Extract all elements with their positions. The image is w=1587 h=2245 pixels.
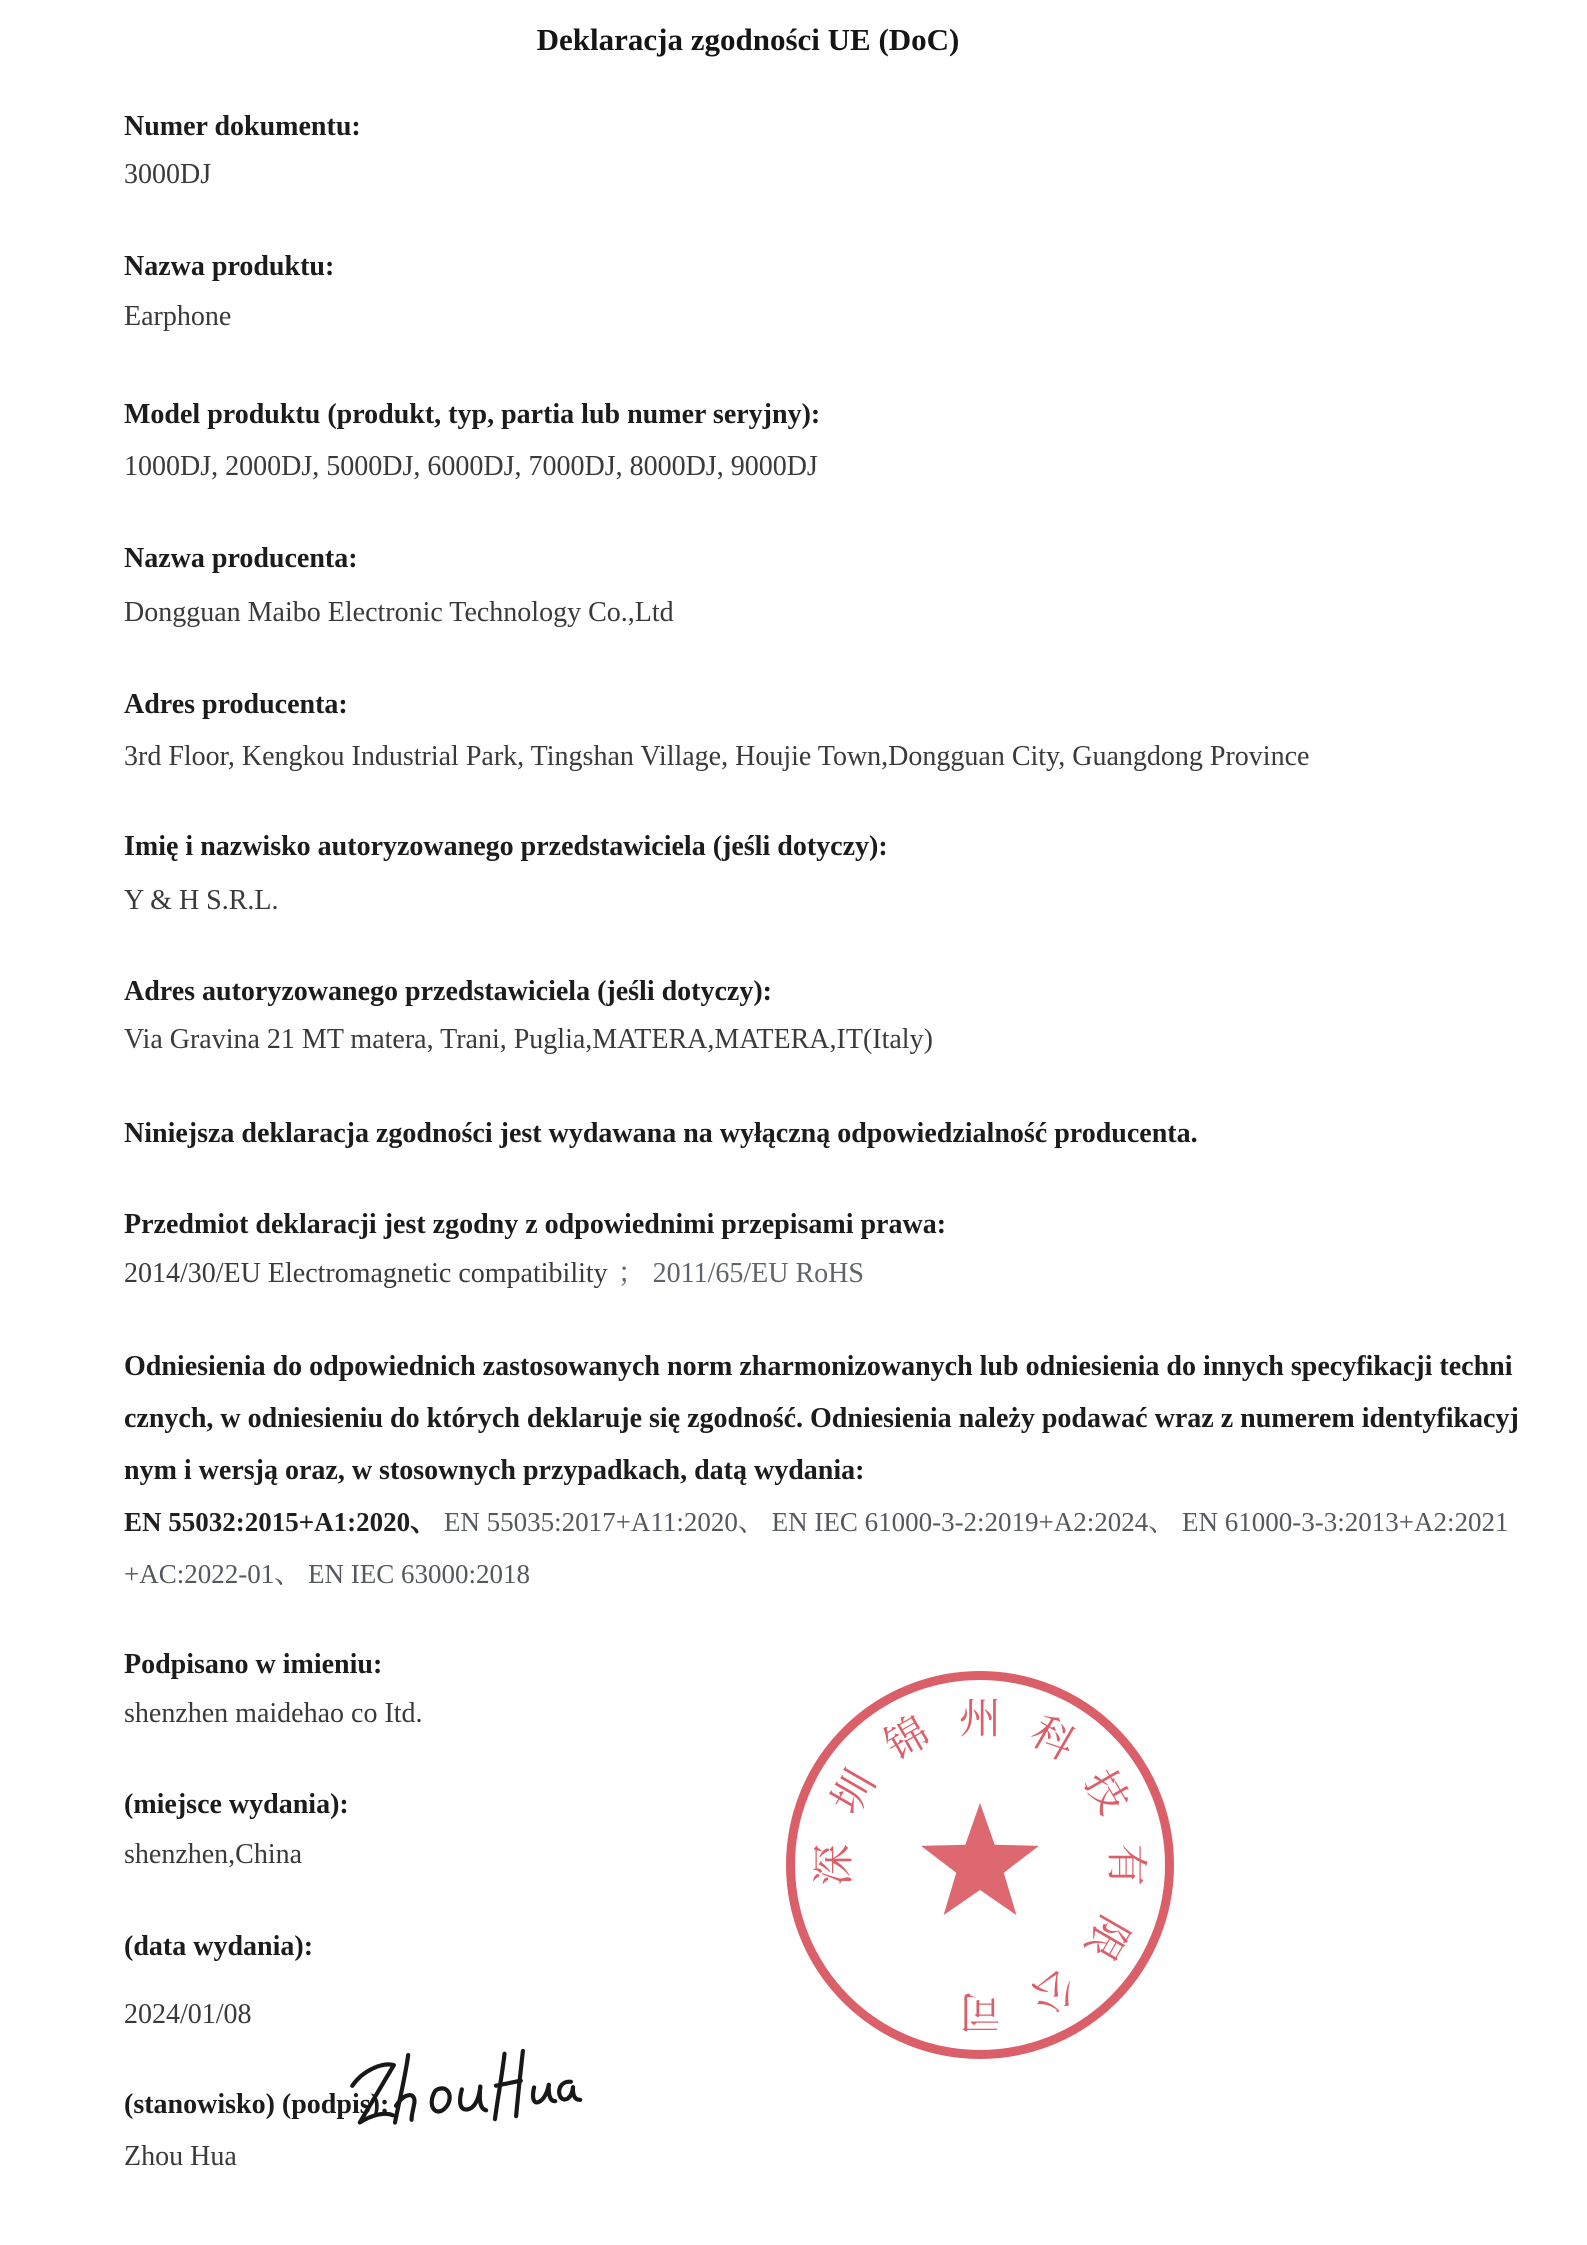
field-label-product-name: Nazwa produktu:	[124, 251, 335, 282]
star-icon	[909, 1799, 1051, 1931]
field-value-manufacturer-address: 3rd Floor, Kengkou Industrial Park, Tingshan Village, Houjie Town,Dongguan City, Guangdong Province	[124, 741, 1310, 772]
field-label-manufacturer-address: Adres producenta:	[124, 689, 348, 720]
field-value-product-name: Earphone	[124, 301, 232, 332]
signature	[335, 2032, 590, 2155]
standards-label: Odniesienia do odpowiednich zastosowanych norm zharmonizowanych lub odniesienia do innych specyfikacji technicznych, w odniesieniu do których deklaruje się zgodność. Odniesienia należy podawać wraz z numerem identyfikacyjnym i wersją oraz, w stosownych przypadkach, datą wydania:	[124, 1351, 1519, 1486]
field-value-product-model: 1000DJ, 2000DJ, 5000DJ, 6000DJ, 7000DJ, 8000DJ, 9000DJ	[124, 451, 818, 482]
stamp-char: 深	[809, 1844, 858, 1887]
company-stamp	[786, 1671, 1174, 2059]
field-label-document-number: Numer dokumentu:	[124, 111, 361, 142]
position-signature-label: (stanowisko) (podpis):	[124, 2089, 390, 2120]
field-label-product-model: Model produktu (produkt, typ, partia lub numer seryjny):	[124, 399, 821, 430]
stamp-char: 科	[1022, 1706, 1084, 1770]
legislation-label: Przedmiot deklaracji jest zgodny z odpowiednimi przepisami prawa:	[124, 1209, 947, 1240]
field-label-manufacturer-name: Nazwa producenta:	[124, 543, 358, 574]
stamp-char: 技	[1075, 1761, 1139, 1823]
standards-other-items: EN 55035:2017+A11:2020、 EN IEC 61000-3-2:2019+A2:2024、 EN 61000-3-3:2013+A2:2021+AC:2022-01、 EN IEC 63000:2018	[124, 1507, 1509, 1589]
stamp-char: 公	[1022, 1960, 1084, 2024]
date-of-issue-value: 2024/01/08	[124, 1999, 252, 2030]
stamp-char: 限	[1075, 1907, 1139, 1969]
stamp-char: 有	[1102, 1843, 1151, 1886]
stamp-char: 锦	[876, 1706, 938, 1770]
field-label-representative-address: Adres autoryzowanego przedstawiciela (jeśli dotyczy):	[124, 976, 773, 1007]
legislation-value	[124, 1257, 864, 1291]
stamp-char: 司	[959, 1987, 1002, 2036]
standards-value	[124, 1496, 1522, 1600]
responsibility-statement: Niniejsza deklaracja zgodności jest wydawana na wyłączną odpowiedzialność producenta.	[124, 1118, 1198, 1149]
position-signature-value: Zhou Hua	[124, 2141, 237, 2172]
legislation-primary: 2014/30/EU Electromagnetic compatibility	[124, 1258, 608, 1289]
field-value-representative-name: Y & H S.R.L.	[124, 885, 279, 916]
place-of-issue-value: shenzhen,China	[124, 1839, 303, 1870]
field-value-manufacturer-name: Dongguan Maibo Electronic Technology Co.,Ltd	[124, 597, 674, 628]
field-label-representative-name: Imię i nazwisko autoryzowanego przedstawiciela (jeśli dotyczy):	[124, 831, 888, 862]
stamp-char: 州	[958, 1694, 1001, 1743]
stamp-char: 圳	[821, 1761, 885, 1823]
place-of-issue-label: (miejsce wydania):	[124, 1789, 349, 1820]
field-value-document-number: 3000DJ	[124, 159, 212, 190]
standards-first-item: EN 55032:2015+A1:2020、	[124, 1507, 438, 1537]
date-of-issue-label: (data wydania):	[124, 1931, 314, 1962]
signed-on-behalf-value: shenzhen maidehao co Itd.	[124, 1698, 423, 1729]
signed-on-behalf-label: Podpisano w imieniu:	[124, 1649, 383, 1680]
field-value-representative-address: Via Gravina 21 MT matera, Trani, Puglia,MATERA,MATERA,IT(Italy)	[124, 1024, 933, 1055]
legislation-secondary: ； 2011/65/EU RoHS	[617, 1258, 864, 1289]
document-title: Deklaracja zgodności UE (DoC)	[536, 22, 960, 57]
